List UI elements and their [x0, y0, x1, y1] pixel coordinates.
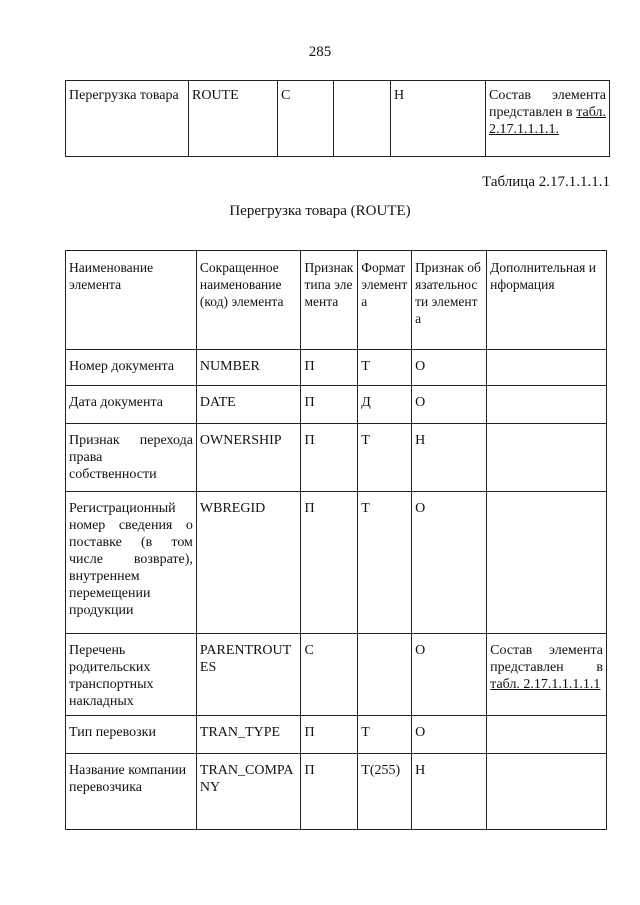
header-row	[66, 251, 607, 350]
cell-code: TRAN_TYPE	[196, 716, 301, 754]
table-row	[66, 81, 610, 157]
table-row	[66, 634, 607, 716]
info-link[interactable]: табл. 2.17.1.1.1.1.	[489, 105, 607, 137]
cell-info	[487, 492, 607, 634]
info-text: Состав элемента представлен в	[489, 88, 606, 120]
cell-required: Н	[412, 424, 487, 492]
cell-format	[358, 634, 412, 716]
cell-format: Т	[358, 350, 412, 386]
cell-name: Регистрационный номер сведения о поставке (в том числе возврате), внутреннем перемещении продукции	[66, 492, 197, 634]
cell-type: П	[301, 492, 358, 634]
table-row	[66, 492, 607, 634]
header-info: Дополнительная информация	[487, 251, 607, 350]
element-required: Н	[391, 81, 486, 157]
element-info	[486, 81, 610, 157]
cell-name: Дата документа	[66, 386, 197, 424]
cell-code: OWNERSHIP	[196, 424, 301, 492]
header-name: Наименование элемента	[66, 251, 197, 350]
element-format	[334, 81, 391, 157]
cell-info	[487, 386, 607, 424]
route-table	[65, 250, 607, 830]
page-number: 285	[308, 44, 332, 60]
header-required: Признак обязательности элемента	[412, 251, 487, 350]
cell-code: WBREGID	[196, 492, 301, 634]
cell-info	[487, 424, 607, 492]
cell-required: О	[412, 350, 487, 386]
element-type: С	[278, 81, 334, 157]
cell-format: Т	[358, 716, 412, 754]
table-row	[66, 350, 607, 386]
cell-name: Номер документа	[66, 350, 197, 386]
cell-info	[487, 716, 607, 754]
cell-code: DATE	[196, 386, 301, 424]
cell-type: П	[301, 386, 358, 424]
element-code: ROUTE	[189, 81, 278, 157]
continuation-table	[65, 80, 610, 157]
cell-name: Название компании перевозчика	[66, 754, 197, 830]
cell-info	[487, 754, 607, 830]
cell-required: Н	[412, 754, 487, 830]
table-row	[66, 716, 607, 754]
table-row	[66, 754, 607, 830]
cell-type: С	[301, 634, 358, 716]
cell-info	[487, 634, 607, 716]
cell-format: Д	[358, 386, 412, 424]
cell-format: Т(255)	[358, 754, 412, 830]
cell-required: О	[412, 492, 487, 634]
cell-required: О	[412, 386, 487, 424]
table-title: Перегрузка товара (ROUTE)	[229, 203, 411, 219]
info-link[interactable]: табл. 2.17.1.1.1.1.1	[490, 677, 601, 692]
cell-required: О	[412, 716, 487, 754]
table-caption: Таблица 2.17.1.1.1.1	[482, 174, 610, 190]
cell-name: Перечень родительских транспортных накладных	[66, 634, 197, 716]
info-text: Состав элемента представлен в	[490, 643, 603, 675]
cell-name: Тип перевозки	[66, 716, 197, 754]
header-format: Формат элемента	[358, 251, 412, 350]
cell-code: TRAN_COMPANY	[196, 754, 301, 830]
cell-code: PARENTROUTES	[196, 634, 301, 716]
cell-type: П	[301, 754, 358, 830]
cell-format: Т	[358, 492, 412, 634]
cell-format: Т	[358, 424, 412, 492]
cell-name: Признак перехода права собственности	[66, 424, 197, 492]
cell-type: П	[301, 716, 358, 754]
table-row	[66, 424, 607, 492]
element-name: Перегрузка товара	[66, 81, 189, 157]
cell-type: П	[301, 350, 358, 386]
header-type: Признак типа элемента	[301, 251, 358, 350]
cell-type: П	[301, 424, 358, 492]
table-row	[66, 386, 607, 424]
cell-code: NUMBER	[196, 350, 301, 386]
cell-required: О	[412, 634, 487, 716]
cell-info	[487, 350, 607, 386]
header-code: Сокращенное наименование (код) элемента	[196, 251, 301, 350]
